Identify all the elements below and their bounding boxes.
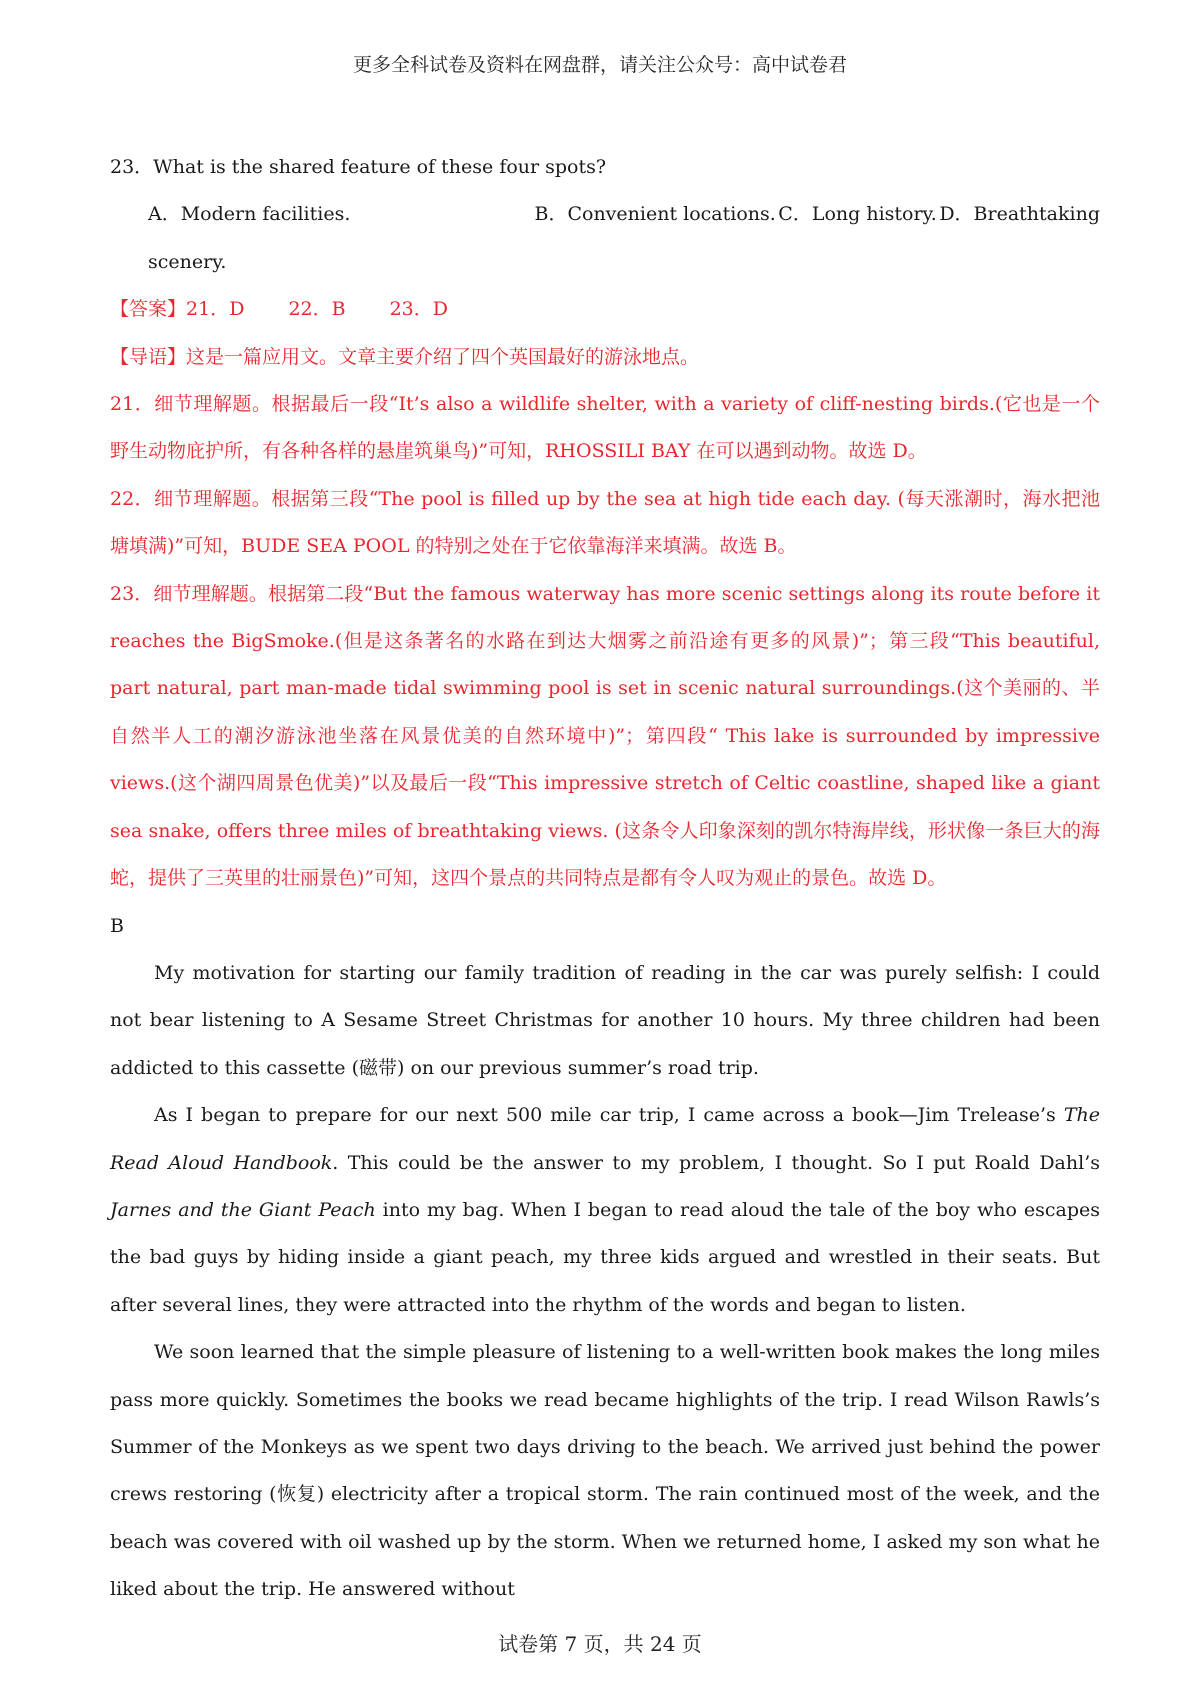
page-content <box>110 144 1100 1614</box>
question-23-stem: 23．What is the shared feature of these four spots? <box>110 156 607 178</box>
answer-label: 【答案】 <box>110 298 187 321</box>
book-title-read-aloud: The Read Aloud Handbook <box>110 1104 1100 1174</box>
question-23-options <box>110 191 1100 238</box>
option-d: D．Breathtaking <box>939 203 1100 226</box>
option-a: A．Modern facilities. <box>148 203 351 226</box>
page-header: 更多全科试卷及资料在网盘群，请关注公众号：高中试卷君 <box>352 54 847 76</box>
explanation-22: 22．细节理解题。根据第三段“The pool is filled up by the sea at high tide each day. (每天涨潮时，海水把池塘填满)”可知，BUDE SEA POOL 的特别之处在于它依靠海洋来填满。故选 B。 <box>110 487 1100 558</box>
passage-paragraph-1: My motivation for starting our family tradition of reading in the car was purely selfish: I could not bear listening to A Sesame Street Christmas for another 10 hours. My three children had been addicted to this cassette (磁带) on our previous summer’s road trip. <box>110 961 1100 1079</box>
paragraph-2-part-2: . This could be the answer to my problem, I thought. So I put Roald Dahl’s <box>332 1151 1100 1174</box>
paragraph-2-part-3: into my bag. When I began to read aloud the tale of the boy who escapes the bad guys by hiding inside a giant peach, my three kids argued and wrestled in their seats. But after several lines, they were attracted into the rhythm of the words and began to listen. <box>110 1198 1100 1316</box>
option-b: B．Convenient locations. <box>534 203 776 226</box>
section-letter: B <box>110 914 124 937</box>
answer-21: 21．D <box>186 298 245 321</box>
answer-key <box>110 286 1100 333</box>
option-c: C．Long history. <box>778 203 937 226</box>
passage-paragraph-2 <box>110 1092 1100 1329</box>
passage-paragraph-3: We soon learned that the simple pleasure of listening to a well-written book makes the long miles pass more quickly. Sometimes the books we read became highlights of the trip. I read Wilson Rawls’s Summer of the Monkeys as we spent two days driving to the beach. We arrived just behind the power crews restoring (恢复) electricity after a tropical storm. The rain continued most of the week, and the beach was covered with oil washed up by the storm. When we returned home, I asked my son what he liked about the trip. He answered without <box>110 1341 1100 1601</box>
option-d-continued: scenery. <box>148 250 227 273</box>
explanation-23: 23．细节理解题。根据第二段“But the famous waterway has more scenic settings along its route before it reaches the BigSmoke.(但是这条著名的水路在到达大烟雾之前沿途有更多的风景)”；第三段“This beautiful, part natural, part man-made tidal swimming pool is set in scenic natural surroundings.(这个美丽的、半自然半人工的潮汐游泳池坐落在风景优美的自然环境中)”；第四段“ This lake is surrounded by impressive views.(这个湖四周景色优美)”以及最后一段“This impressive stretch of Celtic coastline, shaped like a giant sea snake, offers three miles of breathtaking views. (这条令人印象深刻的凯尔特海岸线，形状像一条巨大的海蛇，提供了三英里的壮丽景色)”可知，这四个景点的共同特点是都有令人叹为观止的景色。故选 D。 <box>110 582 1100 890</box>
paragraph-2-part-1: As I began to prepare for our next 500 mile car trip, I came across a book—Jim Trelease’s <box>154 1104 1064 1127</box>
intro-guide: 【导语】这是一篇应用文。文章主要介绍了四个英国最好的游泳地点。 <box>110 345 700 368</box>
answer-23: 23．D <box>389 298 448 321</box>
answer-22: 22．B <box>288 298 346 321</box>
book-title-giant-peach: Jarnes and the Giant Peach <box>110 1198 376 1221</box>
explanation-21: 21．细节理解题。根据最后一段“It’s also a wildlife shelter, with a variety of cliff-nesting birds.(它也是一个野生动物庇护所，有各种各样的悬崖筑巢鸟)”可知，RHOSSILI BAY 在可以遇到动物。故选 D。 <box>110 393 1100 463</box>
page-footer: 试卷第 7 页，共 24 页 <box>498 1632 702 1656</box>
